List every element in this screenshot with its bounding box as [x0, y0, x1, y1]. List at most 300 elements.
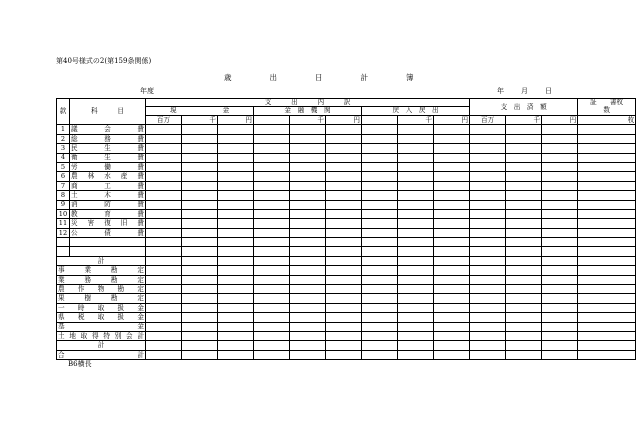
amount-cell[interactable]: [542, 247, 578, 256]
amount-cell[interactable]: [362, 303, 398, 312]
amount-cell[interactable]: [290, 285, 326, 294]
amount-cell[interactable]: [506, 228, 542, 237]
amount-cell[interactable]: [398, 331, 434, 340]
amount-cell[interactable]: [218, 228, 254, 237]
count-cell[interactable]: [578, 200, 636, 209]
amount-cell[interactable]: [218, 247, 254, 256]
amount-cell[interactable]: [218, 294, 254, 303]
amount-cell[interactable]: [146, 350, 182, 359]
amount-cell[interactable]: [506, 266, 542, 275]
amount-cell[interactable]: [218, 172, 254, 181]
amount-cell[interactable]: [398, 303, 434, 312]
amount-cell[interactable]: [470, 350, 506, 359]
amount-cell[interactable]: [182, 256, 218, 265]
amount-cell[interactable]: [506, 200, 542, 209]
amount-cell[interactable]: [506, 181, 542, 190]
amount-cell[interactable]: [362, 228, 398, 237]
amount-cell[interactable]: [434, 331, 470, 340]
amount-cell[interactable]: [254, 331, 290, 340]
amount-cell[interactable]: [254, 266, 290, 275]
amount-cell[interactable]: [506, 275, 542, 284]
amount-cell[interactable]: [182, 181, 218, 190]
amount-cell[interactable]: [218, 238, 254, 247]
amount-cell[interactable]: [470, 172, 506, 181]
amount-cell[interactable]: [290, 256, 326, 265]
amount-cell[interactable]: [146, 313, 182, 322]
amount-cell[interactable]: [398, 219, 434, 228]
amount-cell[interactable]: [542, 134, 578, 143]
amount-cell[interactable]: [182, 162, 218, 171]
amount-cell[interactable]: [254, 219, 290, 228]
amount-cell[interactable]: [146, 172, 182, 181]
amount-cell[interactable]: [290, 322, 326, 331]
amount-cell[interactable]: [146, 134, 182, 143]
amount-cell[interactable]: [254, 191, 290, 200]
amount-cell[interactable]: [434, 134, 470, 143]
count-cell[interactable]: [578, 341, 636, 350]
amount-cell[interactable]: [506, 153, 542, 162]
amount-cell[interactable]: [290, 275, 326, 284]
amount-cell[interactable]: [146, 162, 182, 171]
amount-cell[interactable]: [146, 294, 182, 303]
amount-cell[interactable]: [434, 219, 470, 228]
amount-cell[interactable]: [362, 209, 398, 218]
amount-cell[interactable]: [398, 172, 434, 181]
amount-cell[interactable]: [182, 125, 218, 134]
amount-cell[interactable]: [542, 162, 578, 171]
count-cell[interactable]: [578, 191, 636, 200]
amount-cell[interactable]: [362, 322, 398, 331]
amount-cell[interactable]: [146, 322, 182, 331]
amount-cell[interactable]: [506, 247, 542, 256]
amount-cell[interactable]: [254, 209, 290, 218]
amount-cell[interactable]: [182, 172, 218, 181]
amount-cell[interactable]: [290, 144, 326, 153]
amount-cell[interactable]: [254, 275, 290, 284]
amount-cell[interactable]: [182, 144, 218, 153]
amount-cell[interactable]: [506, 238, 542, 247]
count-cell[interactable]: [578, 350, 636, 359]
amount-cell[interactable]: [254, 285, 290, 294]
amount-cell[interactable]: [398, 294, 434, 303]
amount-cell[interactable]: [542, 238, 578, 247]
amount-cell[interactable]: [146, 285, 182, 294]
amount-cell[interactable]: [434, 209, 470, 218]
amount-cell[interactable]: [506, 285, 542, 294]
amount-cell[interactable]: [218, 266, 254, 275]
amount-cell[interactable]: [146, 275, 182, 284]
amount-cell[interactable]: [470, 341, 506, 350]
amount-cell[interactable]: [506, 162, 542, 171]
amount-cell[interactable]: [326, 350, 362, 359]
amount-cell[interactable]: [254, 238, 290, 247]
amount-cell[interactable]: [542, 275, 578, 284]
amount-cell[interactable]: [434, 341, 470, 350]
amount-cell[interactable]: [326, 172, 362, 181]
amount-cell[interactable]: [398, 266, 434, 275]
amount-cell[interactable]: [542, 350, 578, 359]
amount-cell[interactable]: [542, 285, 578, 294]
amount-cell[interactable]: [470, 313, 506, 322]
amount-cell[interactable]: [326, 181, 362, 190]
amount-cell[interactable]: [254, 144, 290, 153]
amount-cell[interactable]: [326, 285, 362, 294]
amount-cell[interactable]: [326, 219, 362, 228]
amount-cell[interactable]: [362, 134, 398, 143]
amount-cell[interactable]: [218, 285, 254, 294]
amount-cell[interactable]: [398, 162, 434, 171]
amount-cell[interactable]: [362, 125, 398, 134]
amount-cell[interactable]: [398, 200, 434, 209]
amount-cell[interactable]: [326, 275, 362, 284]
amount-cell[interactable]: [434, 303, 470, 312]
amount-cell[interactable]: [506, 219, 542, 228]
count-cell[interactable]: [578, 172, 636, 181]
amount-cell[interactable]: [506, 331, 542, 340]
amount-cell[interactable]: [434, 294, 470, 303]
amount-cell[interactable]: [362, 144, 398, 153]
amount-cell[interactable]: [254, 172, 290, 181]
amount-cell[interactable]: [290, 350, 326, 359]
amount-cell[interactable]: [218, 303, 254, 312]
count-cell[interactable]: [578, 303, 636, 312]
amount-cell[interactable]: [218, 134, 254, 143]
amount-cell[interactable]: [218, 200, 254, 209]
amount-cell[interactable]: [362, 350, 398, 359]
amount-cell[interactable]: [254, 322, 290, 331]
amount-cell[interactable]: [542, 153, 578, 162]
amount-cell[interactable]: [470, 209, 506, 218]
amount-cell[interactable]: [506, 313, 542, 322]
amount-cell[interactable]: [362, 331, 398, 340]
amount-cell[interactable]: [146, 181, 182, 190]
amount-cell[interactable]: [290, 153, 326, 162]
amount-cell[interactable]: [146, 256, 182, 265]
amount-cell[interactable]: [290, 191, 326, 200]
amount-cell[interactable]: [182, 134, 218, 143]
amount-cell[interactable]: [218, 209, 254, 218]
amount-cell[interactable]: [254, 341, 290, 350]
count-cell[interactable]: [578, 162, 636, 171]
amount-cell[interactable]: [218, 313, 254, 322]
amount-cell[interactable]: [362, 266, 398, 275]
count-cell[interactable]: [578, 256, 636, 265]
amount-cell[interactable]: [290, 313, 326, 322]
amount-cell[interactable]: [506, 134, 542, 143]
amount-cell[interactable]: [434, 256, 470, 265]
amount-cell[interactable]: [398, 209, 434, 218]
amount-cell[interactable]: [434, 322, 470, 331]
amount-cell[interactable]: [182, 209, 218, 218]
amount-cell[interactable]: [362, 200, 398, 209]
amount-cell[interactable]: [218, 125, 254, 134]
amount-cell[interactable]: [434, 162, 470, 171]
count-cell[interactable]: [578, 294, 636, 303]
amount-cell[interactable]: [290, 266, 326, 275]
amount-cell[interactable]: [218, 256, 254, 265]
amount-cell[interactable]: [362, 238, 398, 247]
amount-cell[interactable]: [362, 275, 398, 284]
amount-cell[interactable]: [542, 313, 578, 322]
amount-cell[interactable]: [398, 153, 434, 162]
amount-cell[interactable]: [146, 125, 182, 134]
amount-cell[interactable]: [182, 266, 218, 275]
amount-cell[interactable]: [182, 322, 218, 331]
amount-cell[interactable]: [218, 322, 254, 331]
amount-cell[interactable]: [290, 134, 326, 143]
amount-cell[interactable]: [362, 153, 398, 162]
count-cell[interactable]: [578, 266, 636, 275]
amount-cell[interactable]: [326, 341, 362, 350]
amount-cell[interactable]: [542, 209, 578, 218]
count-cell[interactable]: [578, 238, 636, 247]
amount-cell[interactable]: [470, 153, 506, 162]
count-cell[interactable]: [578, 247, 636, 256]
amount-cell[interactable]: [434, 285, 470, 294]
amount-cell[interactable]: [218, 350, 254, 359]
amount-cell[interactable]: [182, 200, 218, 209]
amount-cell[interactable]: [542, 172, 578, 181]
amount-cell[interactable]: [326, 294, 362, 303]
amount-cell[interactable]: [362, 285, 398, 294]
amount-cell[interactable]: [434, 144, 470, 153]
amount-cell[interactable]: [506, 172, 542, 181]
count-cell[interactable]: [578, 134, 636, 143]
amount-cell[interactable]: [218, 191, 254, 200]
amount-cell[interactable]: [398, 125, 434, 134]
amount-cell[interactable]: [434, 350, 470, 359]
amount-cell[interactable]: [398, 144, 434, 153]
amount-cell[interactable]: [254, 181, 290, 190]
amount-cell[interactable]: [506, 350, 542, 359]
amount-cell[interactable]: [326, 125, 362, 134]
amount-cell[interactable]: [542, 144, 578, 153]
amount-cell[interactable]: [470, 247, 506, 256]
count-cell[interactable]: [578, 313, 636, 322]
amount-cell[interactable]: [290, 181, 326, 190]
amount-cell[interactable]: [146, 144, 182, 153]
count-cell[interactable]: [578, 285, 636, 294]
amount-cell[interactable]: [146, 247, 182, 256]
amount-cell[interactable]: [182, 331, 218, 340]
amount-cell[interactable]: [470, 125, 506, 134]
amount-cell[interactable]: [506, 144, 542, 153]
amount-cell[interactable]: [362, 294, 398, 303]
count-cell[interactable]: [578, 181, 636, 190]
amount-cell[interactable]: [182, 341, 218, 350]
amount-cell[interactable]: [434, 275, 470, 284]
amount-cell[interactable]: [218, 181, 254, 190]
amount-cell[interactable]: [542, 181, 578, 190]
amount-cell[interactable]: [290, 247, 326, 256]
amount-cell[interactable]: [542, 331, 578, 340]
amount-cell[interactable]: [470, 200, 506, 209]
amount-cell[interactable]: [146, 219, 182, 228]
amount-cell[interactable]: [254, 256, 290, 265]
amount-cell[interactable]: [290, 172, 326, 181]
amount-cell[interactable]: [542, 191, 578, 200]
amount-cell[interactable]: [470, 219, 506, 228]
amount-cell[interactable]: [326, 322, 362, 331]
amount-cell[interactable]: [254, 200, 290, 209]
amount-cell[interactable]: [434, 313, 470, 322]
amount-cell[interactable]: [326, 153, 362, 162]
amount-cell[interactable]: [542, 303, 578, 312]
count-cell[interactable]: [578, 331, 636, 340]
amount-cell[interactable]: [434, 172, 470, 181]
amount-cell[interactable]: [146, 200, 182, 209]
amount-cell[interactable]: [506, 322, 542, 331]
amount-cell[interactable]: [470, 266, 506, 275]
amount-cell[interactable]: [182, 228, 218, 237]
amount-cell[interactable]: [146, 341, 182, 350]
amount-cell[interactable]: [182, 153, 218, 162]
amount-cell[interactable]: [326, 238, 362, 247]
amount-cell[interactable]: [362, 191, 398, 200]
amount-cell[interactable]: [326, 313, 362, 322]
amount-cell[interactable]: [146, 303, 182, 312]
amount-cell[interactable]: [182, 313, 218, 322]
amount-cell[interactable]: [542, 266, 578, 275]
amount-cell[interactable]: [182, 350, 218, 359]
amount-cell[interactable]: [218, 153, 254, 162]
amount-cell[interactable]: [470, 322, 506, 331]
amount-cell[interactable]: [218, 341, 254, 350]
count-cell[interactable]: [578, 209, 636, 218]
amount-cell[interactable]: [398, 191, 434, 200]
amount-cell[interactable]: [182, 191, 218, 200]
amount-cell[interactable]: [254, 125, 290, 134]
amount-cell[interactable]: [434, 181, 470, 190]
amount-cell[interactable]: [326, 256, 362, 265]
amount-cell[interactable]: [398, 134, 434, 143]
amount-cell[interactable]: [218, 144, 254, 153]
amount-cell[interactable]: [362, 181, 398, 190]
amount-cell[interactable]: [326, 162, 362, 171]
count-cell[interactable]: [578, 153, 636, 162]
amount-cell[interactable]: [182, 294, 218, 303]
amount-cell[interactable]: [254, 247, 290, 256]
amount-cell[interactable]: [254, 313, 290, 322]
amount-cell[interactable]: [146, 209, 182, 218]
amount-cell[interactable]: [470, 162, 506, 171]
amount-cell[interactable]: [434, 228, 470, 237]
amount-cell[interactable]: [290, 228, 326, 237]
amount-cell[interactable]: [326, 228, 362, 237]
amount-cell[interactable]: [398, 341, 434, 350]
amount-cell[interactable]: [506, 209, 542, 218]
amount-cell[interactable]: [470, 181, 506, 190]
amount-cell[interactable]: [398, 350, 434, 359]
amount-cell[interactable]: [470, 256, 506, 265]
amount-cell[interactable]: [290, 219, 326, 228]
amount-cell[interactable]: [398, 228, 434, 237]
amount-cell[interactable]: [254, 294, 290, 303]
amount-cell[interactable]: [182, 303, 218, 312]
amount-cell[interactable]: [290, 162, 326, 171]
amount-cell[interactable]: [470, 228, 506, 237]
amount-cell[interactable]: [146, 238, 182, 247]
amount-cell[interactable]: [218, 162, 254, 171]
amount-cell[interactable]: [470, 331, 506, 340]
count-cell[interactable]: [578, 322, 636, 331]
amount-cell[interactable]: [326, 209, 362, 218]
amount-cell[interactable]: [506, 125, 542, 134]
amount-cell[interactable]: [326, 134, 362, 143]
amount-cell[interactable]: [398, 322, 434, 331]
amount-cell[interactable]: [218, 275, 254, 284]
amount-cell[interactable]: [326, 303, 362, 312]
amount-cell[interactable]: [362, 172, 398, 181]
amount-cell[interactable]: [542, 294, 578, 303]
amount-cell[interactable]: [326, 266, 362, 275]
amount-cell[interactable]: [506, 191, 542, 200]
amount-cell[interactable]: [542, 322, 578, 331]
amount-cell[interactable]: [326, 144, 362, 153]
amount-cell[interactable]: [434, 266, 470, 275]
amount-cell[interactable]: [398, 275, 434, 284]
amount-cell[interactable]: [542, 256, 578, 265]
amount-cell[interactable]: [362, 247, 398, 256]
amount-cell[interactable]: [542, 341, 578, 350]
amount-cell[interactable]: [290, 303, 326, 312]
amount-cell[interactable]: [398, 256, 434, 265]
amount-cell[interactable]: [470, 144, 506, 153]
amount-cell[interactable]: [290, 238, 326, 247]
amount-cell[interactable]: [254, 134, 290, 143]
amount-cell[interactable]: [434, 238, 470, 247]
amount-cell[interactable]: [362, 162, 398, 171]
amount-cell[interactable]: [254, 153, 290, 162]
amount-cell[interactable]: [146, 191, 182, 200]
amount-cell[interactable]: [434, 247, 470, 256]
amount-cell[interactable]: [542, 228, 578, 237]
amount-cell[interactable]: [398, 238, 434, 247]
amount-cell[interactable]: [506, 256, 542, 265]
amount-cell[interactable]: [506, 294, 542, 303]
amount-cell[interactable]: [362, 313, 398, 322]
amount-cell[interactable]: [506, 303, 542, 312]
amount-cell[interactable]: [146, 228, 182, 237]
amount-cell[interactable]: [398, 247, 434, 256]
count-cell[interactable]: [578, 219, 636, 228]
amount-cell[interactable]: [542, 125, 578, 134]
amount-cell[interactable]: [434, 125, 470, 134]
amount-cell[interactable]: [182, 247, 218, 256]
amount-cell[interactable]: [182, 238, 218, 247]
amount-cell[interactable]: [290, 200, 326, 209]
amount-cell[interactable]: [470, 134, 506, 143]
amount-cell[interactable]: [254, 350, 290, 359]
amount-cell[interactable]: [470, 285, 506, 294]
amount-cell[interactable]: [146, 153, 182, 162]
amount-cell[interactable]: [326, 191, 362, 200]
amount-cell[interactable]: [326, 200, 362, 209]
amount-cell[interactable]: [290, 294, 326, 303]
amount-cell[interactable]: [146, 331, 182, 340]
amount-cell[interactable]: [326, 331, 362, 340]
amount-cell[interactable]: [542, 219, 578, 228]
amount-cell[interactable]: [542, 200, 578, 209]
amount-cell[interactable]: [470, 238, 506, 247]
amount-cell[interactable]: [362, 256, 398, 265]
amount-cell[interactable]: [146, 266, 182, 275]
amount-cell[interactable]: [434, 200, 470, 209]
amount-cell[interactable]: [182, 275, 218, 284]
amount-cell[interactable]: [290, 331, 326, 340]
amount-cell[interactable]: [398, 313, 434, 322]
amount-cell[interactable]: [254, 162, 290, 171]
